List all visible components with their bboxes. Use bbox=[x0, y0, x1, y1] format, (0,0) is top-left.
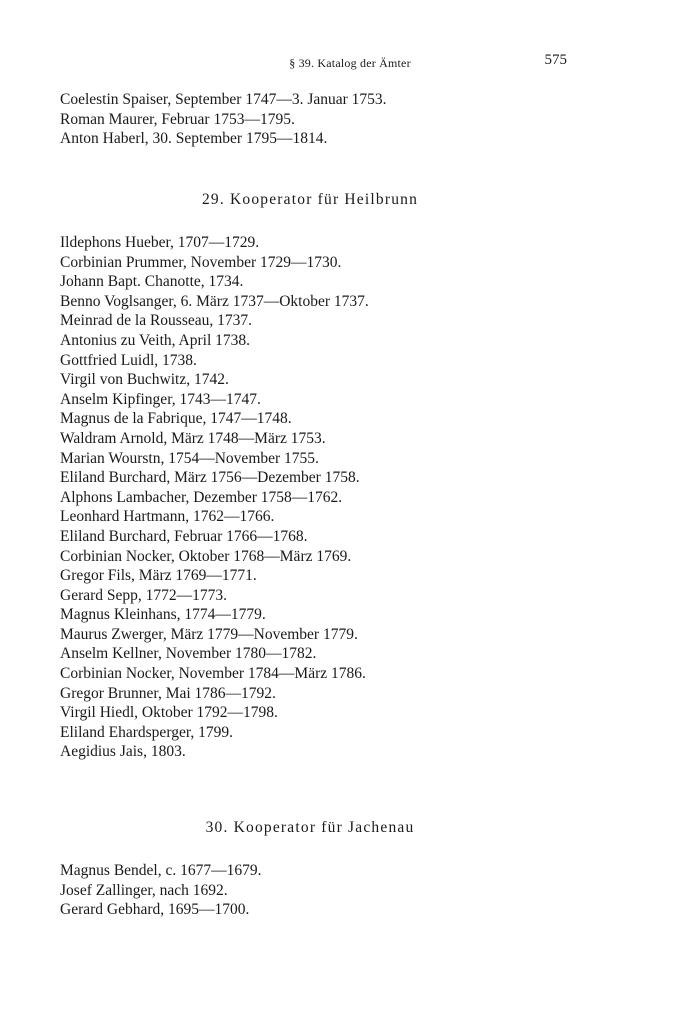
list-item: Virgil von Buchwitz, 1742. bbox=[60, 371, 229, 389]
list-item: Anselm Kipfinger, 1743—1747. bbox=[60, 390, 261, 408]
list-item: Josef Zallinger, nach 1692. bbox=[60, 881, 228, 899]
section-heading-30: 30. Kooperator für Jachenau bbox=[205, 819, 415, 836]
list-item: Alphons Lambacher, Dezember 1758—1762. bbox=[60, 488, 343, 506]
section-29-list bbox=[60, 233, 580, 762]
running-title: § 39. Katalog der Ämter bbox=[289, 56, 411, 70]
list-item: Ildephons Hueber, 1707—1729. bbox=[60, 234, 260, 251]
list-item: Coelestin Spaiser, September 1747—3. Januar 1753. bbox=[60, 91, 387, 108]
section-heading-29: 29. Kooperator für Heilbrunn bbox=[201, 191, 419, 208]
list-item: Eliland Burchard, März 1756—Dezember 1758. bbox=[60, 469, 360, 487]
list-item: Virgil Hiedl, Oktober 1792—1798. bbox=[60, 704, 278, 722]
list-item: Gerard Sepp, 1772—1773. bbox=[60, 586, 228, 604]
list-item: Corbinian Prummer, November 1729—1730. bbox=[60, 253, 342, 271]
list-item: Magnus de la Fabrique, 1747—1748. bbox=[60, 410, 292, 428]
list-item: Waldram Arnold, März 1748—März 1753. bbox=[60, 429, 326, 447]
list-item: Benno Voglsanger, 6. März 1737—Oktober 1737. bbox=[60, 292, 369, 310]
list-item: Johann Bapt. Chanotte, 1734. bbox=[60, 273, 244, 291]
list-item: Meinrad de la Rousseau, 1737. bbox=[60, 312, 252, 330]
list-item: Eliland Ehardsperger, 1799. bbox=[60, 723, 233, 741]
list-item: Gottfried Luidl, 1738. bbox=[60, 351, 197, 369]
running-head bbox=[0, 52, 700, 72]
list-item: Gerard Gebhard, 1695—1700. bbox=[60, 901, 250, 919]
list-item: Gregor Brunner, Mai 1786—1792. bbox=[60, 684, 276, 702]
list-item: Marian Wourstn, 1754—November 1755. bbox=[60, 449, 319, 467]
list-item: Leonhard Hartmann, 1762—1766. bbox=[60, 508, 275, 526]
list-item: Antonius zu Veith, April 1738. bbox=[60, 331, 251, 349]
list-item: Magnus Kleinhans, 1774—1779. bbox=[60, 606, 266, 624]
list-item: Anton Haberl, 30. September 1795—1814. bbox=[60, 130, 328, 148]
list-item: Maurus Zwerger, März 1779—November 1779. bbox=[60, 625, 358, 643]
list-item: Magnus Bendel, c. 1677—1679. bbox=[60, 862, 262, 879]
list-item: Aegidius Jais, 1803. bbox=[60, 743, 186, 761]
list-item: Roman Maurer, Februar 1753—1795. bbox=[60, 110, 295, 128]
list-item: Anselm Kellner, November 1780—1782. bbox=[60, 645, 317, 663]
section-30-list bbox=[60, 861, 580, 920]
list-item: Corbinian Nocker, Oktober 1768—März 1769. bbox=[60, 547, 352, 565]
page-number: 575 bbox=[544, 52, 567, 68]
list-item: Corbinian Nocker, November 1784—März 1786. bbox=[60, 665, 366, 683]
list-item: Eliland Burchard, Februar 1766—1768. bbox=[60, 527, 308, 545]
continuation-list bbox=[60, 90, 580, 149]
list-item: Gregor Fils, März 1769—1771. bbox=[60, 567, 257, 585]
